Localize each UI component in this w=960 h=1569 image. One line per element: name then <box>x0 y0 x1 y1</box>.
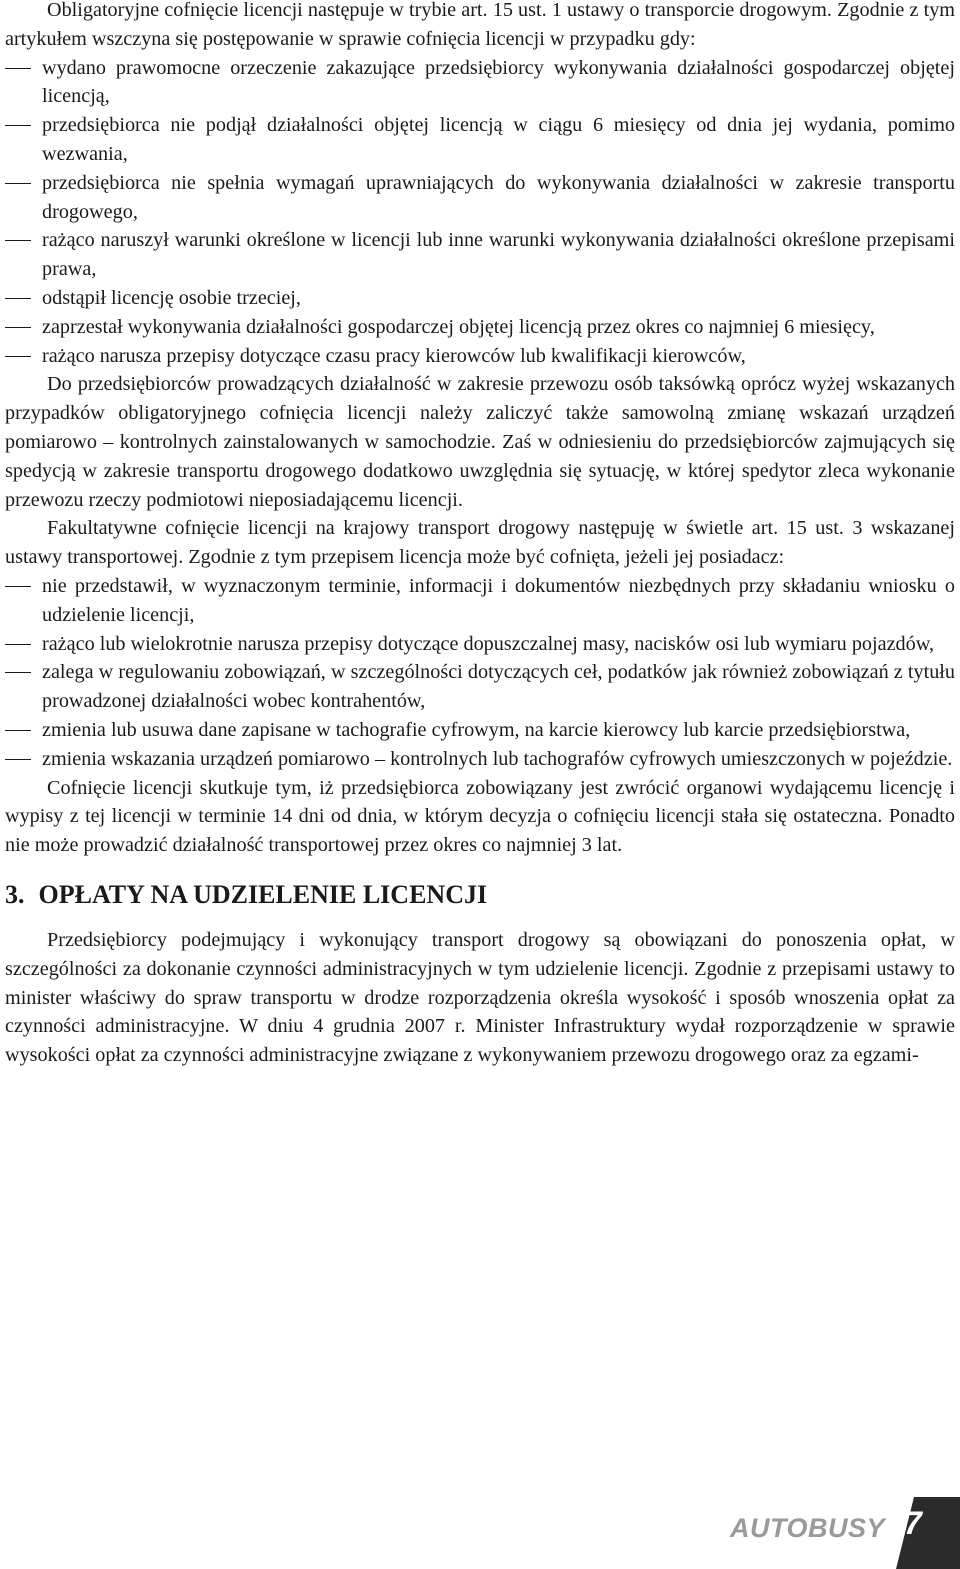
dash-bullet <box>5 240 31 241</box>
facultative-paragraph: Fakultatywne cofnięcie licencji na krajowy transport drogowy następuję w świetle art. 15 ust. 3 wskazanej ustawy transportowej. Zgodnie z tym przepisem licencja może być cofnięta, jeżeli jej posiadacz: <box>5 517 955 569</box>
list-item: rażąco naruszył warunki określone w licencji lub inne warunki wykonywania działalności określone przepisami prawa, <box>5 226 955 284</box>
dash-bullet <box>5 183 31 184</box>
dash-bullet <box>5 759 31 760</box>
dash-bullet <box>5 586 31 587</box>
dash-bullet <box>5 125 31 126</box>
intro-paragraph: Obligatoryjne cofnięcie licencji następuje w trybie art. 15 ust. 1 ustawy o transporcie drogowym. Zgodnie z tym artykułem wszczyna się postępowanie w sprawie cofnięcia licencji w przypadku gdy: <box>5 0 955 50</box>
mandatory-revocation-list <box>5 54 955 371</box>
list-item: zaprzestał wykonywania działalności gospodarczej objętej licencją przez okres co najmniej 6 miesięcy, <box>5 313 955 342</box>
dash-bullet <box>5 644 31 645</box>
list-item: odstąpił licencję osobie trzeciej, <box>5 284 955 313</box>
footer-logo <box>728 1497 960 1569</box>
list-item: zmienia wskazania urządzeń pomiarowo – kontrolnych lub tachografów cyfrowych umieszczonych w pojeździe. <box>5 745 955 774</box>
list-item: wydano prawomocne orzeczenie zakazujące przedsiębiorcy wykonywania działalności gospodarczej objętej licencją, <box>5 54 955 112</box>
section-paragraph: Przedsiębiorcy podejmujący i wykonujący transport drogowy są obowiązani do ponoszenia opłat, w szczególności za dokonanie czynności administracyjnych w tym udzielenie licencji. Zgodnie z przepisami ustawy to minister właściwy do spraw transportu w drodze rozporządzenia określa wysokość i sposób wnoszenia opłat za czynności administracyjne. W dniu 4 grudnia 2007 r. Minister Infrastruktury wydał rozporządzenie w sprawie wysokości opłat za czynności administracyjne związane z wykonywaniem przewozu drogowego oraz za egzami- <box>5 928 955 1067</box>
facultative-revocation-list <box>5 572 955 774</box>
section-title: OPŁATY NA UDZIELENIE LICENCJI <box>38 879 488 909</box>
dash-bullet <box>5 356 31 357</box>
page-number: 7 <box>904 1505 922 1541</box>
dash-bullet <box>5 327 31 328</box>
dash-bullet <box>5 730 31 731</box>
section-heading <box>5 878 955 912</box>
list-item: nie przedstawił, w wyznaczonym terminie, informacji i dokumentów niezbędnych przy składaniu wniosku o udzielenie licencji, <box>5 572 955 630</box>
list-item: zmienia lub usuwa dane zapisane w tachografie cyfrowym, na karcie kierowcy lub karcie przedsiębiorstwa, <box>5 716 955 745</box>
dash-bullet <box>5 68 31 69</box>
taxi-paragraph: Do przedsiębiorców prowadzących działalność w zakresie przewozu osób taksówką oprócz wyżej wskazanych przypadków obligatoryjnego cofnięcia licencji należy zaliczyć także samowolną zmianę wskazań urządzeń pomiarowo – kontrolnych zainstalowanych w samochodzie. Zaś w odniesieniu do przedsiębiorców zajmujących się spedycją w zakresie transportu drogowego dodatkowo uwzględnia się sytuację, w której spedytor zleca wykonanie przewozu rzeczy podmiotowi nieposiadającemu licencji. <box>5 373 955 511</box>
dash-bullet <box>5 298 31 299</box>
list-item: rażąco lub wielokrotnie narusza przepisy dotyczące dopuszczalnej masy, nacisków osi lub wymiaru pojazdów, <box>5 630 955 659</box>
list-item: rażąco narusza przepisy dotyczące czasu pracy kierowców lub kwalifikacji kierowców, <box>5 342 955 371</box>
section-number: 3. <box>5 879 25 909</box>
list-item: przedsiębiorca nie podjął działalności objętej licencją w ciągu 6 miesięcy od dnia jej wydania, pomimo wezwania, <box>5 111 955 169</box>
effect-paragraph: Cofnięcie licencji skutkuje tym, iż przedsiębiorca zobowiązany jest zwrócić organowi wydającemu licencję i wypisy z tej licencji w terminie 14 dni od dnia, w którym decyzja o cofnięciu licencji stała się ostateczna. Ponadto nie może prowadzić działalność transportowej przez okres co najmniej 3 lat. <box>5 776 955 857</box>
dash-bullet <box>5 672 31 673</box>
document-page <box>5 0 955 1070</box>
footer-brand: AUTOBUSY <box>730 1513 886 1543</box>
list-item: przedsiębiorca nie spełnia wymagań uprawniających do wykonywania działalności w zakresie transportu drogowego, <box>5 169 955 227</box>
list-item: zalega w regulowaniu zobowiązań, w szczególności dotyczących ceł, podatków jak również zobowiązań z tytułu prowadzonej działalności wobec kontrahentów, <box>5 658 955 716</box>
